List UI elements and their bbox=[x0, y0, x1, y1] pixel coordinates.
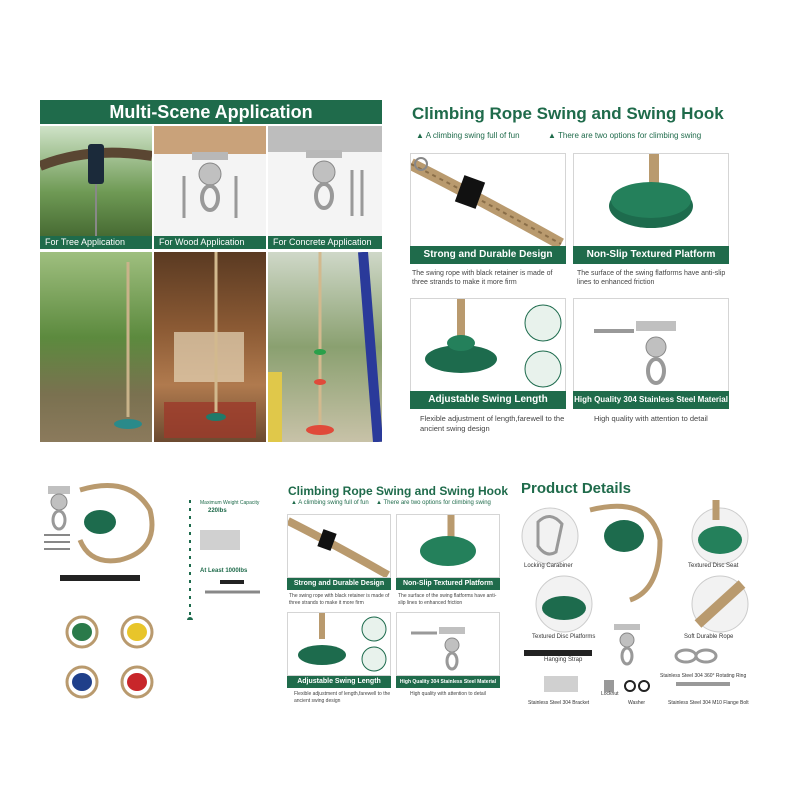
rope-retainer-illustration bbox=[411, 154, 565, 246]
strength-value: At Least 1000lbs bbox=[200, 568, 248, 574]
swing-hook-icon bbox=[397, 613, 499, 675]
detail-locking-carabiner: Locking Carabiner bbox=[524, 563, 573, 569]
feature-label-1-small: Strong and Durable Design bbox=[287, 578, 391, 590]
feature-desc-4-small: High quality with attention to detail bbox=[410, 691, 486, 697]
detail-flange-bolt: Stainless Steel 304 M10 Flange Bolt bbox=[668, 700, 749, 706]
garden-swing-photo bbox=[40, 252, 152, 442]
yellow-swing-variant bbox=[122, 617, 152, 647]
feature-desc-2-small: The surface of the swing flatforms have anti-slip lines to enhanced friction bbox=[398, 593, 497, 606]
capacity-value: 220lbs bbox=[208, 508, 227, 514]
detail-bracket: Stainless Steel 304 Bracket bbox=[528, 700, 590, 706]
tree-hook-illustration bbox=[40, 126, 152, 236]
bullet-1: ▲ A climbing swing full of fun bbox=[416, 131, 520, 140]
feature-desc-1-small: The swing rope with black retainer is made of three strands to make it more firm bbox=[289, 593, 390, 606]
stainless-steel-card-small bbox=[396, 612, 500, 676]
disc-seat-illustration bbox=[397, 515, 499, 577]
feature-desc-1: The swing rope with black retainer is made of three strands to make it more firm bbox=[412, 270, 553, 287]
detail-washer: Washer bbox=[628, 700, 646, 706]
adjustable-length-card-small bbox=[287, 612, 391, 676]
swing-hook-icon bbox=[154, 126, 266, 236]
detail-soft-rope: Soft Durable Rope bbox=[684, 634, 734, 640]
detail-locknut: Locknut bbox=[601, 691, 619, 697]
feature-desc-3: Flexible adjustment of length,farewell to the ancient swing design bbox=[420, 414, 565, 433]
feature-desc-3-small: Flexible adjustment of length,farewell to the ancient swing design bbox=[294, 691, 391, 704]
product-details-title: Product Details bbox=[521, 480, 632, 497]
disc-platform-illustration bbox=[411, 299, 565, 391]
rope-swing-illustration bbox=[268, 252, 382, 442]
swing-hook-icon bbox=[268, 126, 382, 236]
rope-retainer-illustration bbox=[288, 515, 390, 577]
concrete-scene-photo bbox=[268, 126, 382, 236]
feature-label-3-small: Adjustable Swing Length bbox=[287, 676, 391, 688]
bullet-2-small: ▲ There are two options for climbing swing bbox=[376, 500, 491, 506]
feature-label-1: Strong and Durable Design bbox=[410, 246, 566, 264]
feature-desc-4: High quality with attention to detail bbox=[594, 414, 708, 423]
rope-swing-illustration bbox=[40, 252, 152, 442]
swing-hook-icon bbox=[574, 299, 728, 391]
multi-scene-title: Multi-Scene Application bbox=[40, 100, 382, 124]
tree-scene-photo bbox=[40, 126, 152, 236]
stainless-steel-card bbox=[573, 298, 729, 392]
red-swing-variant bbox=[122, 667, 152, 697]
textured-platform-card-small bbox=[396, 514, 500, 578]
feature-desc-2: The surface of the swing flatforms have anti-slip lines to enhanced friction bbox=[577, 270, 726, 287]
capacity-label: Maximum Weight Capacity bbox=[200, 500, 260, 506]
caption-wood: For Wood Application bbox=[154, 236, 266, 249]
bullet-2: ▲ There are two options for climbing swing bbox=[548, 131, 702, 140]
rope-retainer-card bbox=[410, 153, 566, 247]
rope-swing-illustration bbox=[154, 252, 266, 442]
bullet-1-small: ▲ A climbing swing full of fun bbox=[291, 500, 369, 506]
cabin-swing-photo bbox=[154, 252, 266, 442]
detail-disc-platforms: Textured Disc Platforms bbox=[532, 634, 596, 640]
disc-platform-illustration bbox=[288, 613, 390, 675]
feature-label-4: High Quality 304 Stainless Steel Material bbox=[573, 391, 729, 409]
wood-scene-photo bbox=[154, 126, 266, 236]
feature-label-2: Non-Slip Textured Platform bbox=[573, 246, 729, 264]
disc-seat-illustration bbox=[574, 154, 728, 246]
feature-label-3: Adjustable Swing Length bbox=[410, 391, 566, 409]
feature-label-4-small: High Quality 304 Stainless Steel Material bbox=[396, 676, 500, 688]
playset-swing-photo bbox=[268, 252, 382, 442]
feature-label-2-small: Non-Slip Textured Platform bbox=[396, 578, 500, 590]
caption-concrete: For Concrete Application bbox=[268, 236, 382, 249]
rope-retainer-card-small bbox=[287, 514, 391, 578]
detail-rotating-ring: Stainless Steel 304 360° Rotating Ring bbox=[660, 673, 747, 679]
blue-swing-variant bbox=[67, 667, 97, 697]
detail-hanging-strap: Hanging Strap bbox=[544, 657, 583, 663]
panel-title: Climbing Rope Swing and Swing Hook bbox=[412, 104, 724, 123]
adjustable-length-card bbox=[410, 298, 566, 392]
textured-platform-card bbox=[573, 153, 729, 247]
caption-tree: For Tree Application bbox=[40, 236, 152, 249]
green-swing-variant bbox=[67, 617, 97, 647]
detail-textured-disc-seat: Textured Disc Seat bbox=[688, 563, 739, 569]
color-variants bbox=[62, 610, 172, 710]
panel-title-small: Climbing Rope Swing and Swing Hook bbox=[288, 484, 508, 498]
